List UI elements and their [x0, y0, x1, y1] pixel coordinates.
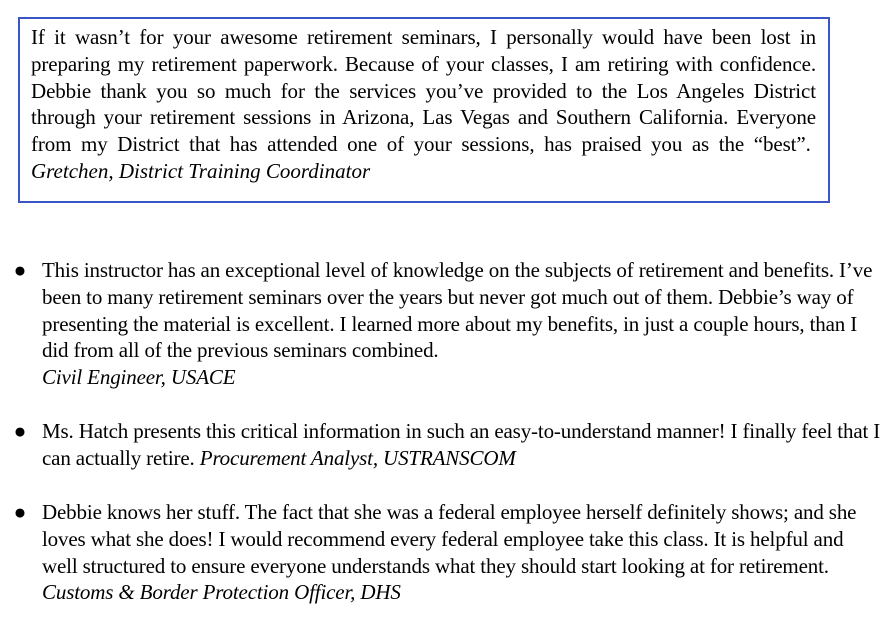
- bullet-icon: ●: [13, 419, 27, 443]
- featured-testimonial-text: If it wasn’t for your awesome retirement seminars, I personally would have been lost in preparing my retirement paperwork. Because of your classes, I am retiring with confidence. Debbie thank you so much for the services you’ve provided to the Los Angeles District through your retirement sessions in Arizona, Las Vegas and Southern California. Everyone from my District that has attended one of your sessions, has praised you as the “best”.: [31, 25, 816, 157]
- bullet-icon: ●: [13, 258, 27, 282]
- testimonial-attribution: Customs & Border Protection Officer, DHS: [42, 580, 401, 605]
- testimonial-attribution: Civil Engineer, USACE: [42, 365, 236, 390]
- testimonial-text: Ms. Hatch presents this critical information in such an easy-to-understand manner! I finally feel that I can actually retire.: [42, 419, 881, 470]
- bullet-icon: ●: [13, 500, 27, 524]
- testimonial-attribution: Procurement Analyst, USTRANSCOM: [199, 445, 516, 470]
- testimonial-text: Debbie knows her stuff. The fact that she was a federal employee herself definitely shows; and she loves what she does! I would recommend every federal employee take this class. It is helpful and well structured to ensure everyone understands what they should start looking at for retirement.: [42, 500, 857, 578]
- testimonial-text: This instructor has an exceptional level of knowledge on the subjects of retirement and benefits. I’ve been to many retirement seminars over the years but never got much out of them. Debbie’s way of presenting the material is excellent. I learned more about my benefits, in just a couple hours, than I did from all of the previous seminars combined.: [42, 258, 873, 363]
- testimonial-body: [42, 257, 882, 391]
- testimonial-body: [42, 418, 882, 472]
- testimonial-body: [42, 499, 882, 606]
- featured-testimonial-box: [18, 17, 830, 203]
- featured-testimonial-attribution: Gretchen, District Training Coordinator: [31, 158, 371, 183]
